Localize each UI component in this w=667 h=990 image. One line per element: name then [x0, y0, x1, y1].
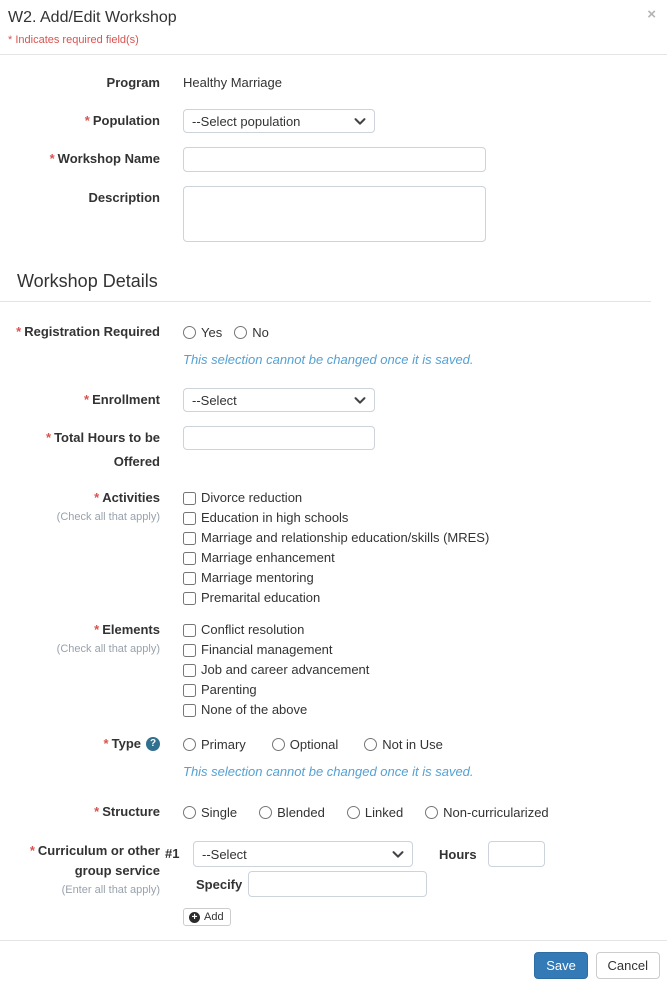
activity-education-high-schools-checkbox[interactable]	[183, 512, 196, 525]
specify-label: Specify	[196, 876, 243, 892]
structure-non-curricularized-option[interactable]: Non-curricularized	[425, 805, 548, 820]
structure-linked-radio[interactable]	[347, 806, 360, 819]
population-select[interactable]	[183, 109, 375, 133]
activity-divorce-reduction-option[interactable]: Divorce reduction	[183, 488, 489, 508]
activity-premarital-education-option[interactable]: Premarital education	[183, 588, 489, 608]
dialog-header	[0, 0, 667, 55]
activity-marriage-mentoring-option[interactable]: Marriage mentoring	[183, 568, 489, 588]
field-row-activities	[0, 488, 651, 608]
required-asterisk: *	[16, 324, 22, 339]
required-asterisk: *	[29, 843, 35, 858]
element-job-career-advancement-checkbox[interactable]	[183, 664, 196, 677]
element-job-career-advancement-option[interactable]: Job and career advancement	[183, 660, 369, 680]
activities-label: * Activities (Check all that apply)	[0, 488, 160, 524]
cancel-button[interactable]: Cancel	[596, 952, 660, 979]
curriculum-row-number: #1	[165, 846, 180, 861]
field-row-description	[0, 186, 651, 245]
total-hours-input[interactable]	[183, 426, 375, 450]
structure-single-option[interactable]: Single	[183, 805, 237, 820]
help-icon[interactable]: ?	[146, 737, 160, 751]
registration-yes-radio[interactable]	[183, 326, 196, 339]
activity-premarital-education-checkbox[interactable]	[183, 592, 196, 605]
registration-no-radio[interactable]	[234, 326, 247, 339]
activity-marriage-mentoring-checkbox[interactable]	[183, 572, 196, 585]
element-financial-management-option[interactable]: Financial management	[183, 640, 369, 660]
element-parenting-option[interactable]: Parenting	[183, 680, 369, 700]
dialog-body	[0, 55, 667, 940]
close-icon[interactable]: ×	[647, 6, 656, 23]
element-conflict-resolution-option[interactable]: Conflict resolution	[183, 620, 369, 640]
activities-hint: (Check all that apply)	[56, 511, 160, 523]
workshop-details-section-title: Workshop Details	[0, 265, 651, 302]
dialog-footer	[0, 940, 667, 990]
element-financial-management-checkbox[interactable]	[183, 644, 196, 657]
structure-non-curricularized-radio[interactable]	[425, 806, 438, 819]
required-asterisk: *	[94, 490, 100, 505]
structure-blended-radio[interactable]	[259, 806, 272, 819]
total-hours-label: * Total Hours to be Offered	[46, 430, 160, 469]
required-asterisk: *	[94, 622, 100, 637]
field-row-enrollment	[0, 388, 651, 412]
workshop-name-input[interactable]	[183, 147, 486, 172]
field-row-total-hours	[0, 426, 651, 474]
structure-label: * Structure	[94, 804, 160, 819]
field-row-workshop-name	[0, 147, 651, 172]
required-asterisk: *	[94, 804, 100, 819]
structure-blended-option[interactable]: Blended	[259, 805, 325, 820]
structure-single-radio[interactable]	[183, 806, 196, 819]
required-fields-note: * Indicates required field(s)	[8, 34, 139, 46]
description-label: Description	[88, 190, 160, 205]
curriculum-select[interactable]	[193, 841, 413, 867]
field-row-curriculum	[0, 841, 651, 926]
type-label: * Type ?	[0, 732, 160, 756]
registration-required-label: * Registration Required	[16, 324, 160, 339]
field-row-program	[0, 71, 651, 95]
type-primary-radio[interactable]	[183, 738, 196, 751]
page-title: W2. Add/Edit Workshop	[8, 9, 177, 26]
registration-note: This selection cannot be changed once it is saved.	[183, 352, 474, 367]
plus-circle-icon: +	[189, 912, 200, 923]
structure-linked-option[interactable]: Linked	[347, 805, 403, 820]
field-row-type	[0, 732, 651, 780]
curriculum-hint: (Enter all that apply)	[61, 884, 160, 896]
required-asterisk: *	[84, 392, 90, 407]
program-label: Program	[106, 75, 160, 90]
specify-input	[248, 871, 427, 897]
type-optional-radio[interactable]	[272, 738, 285, 751]
required-asterisk: *	[103, 736, 109, 751]
element-parenting-checkbox[interactable]	[183, 684, 196, 697]
curriculum-hours-input[interactable]	[488, 841, 545, 867]
activity-mres-checkbox[interactable]	[183, 532, 196, 545]
elements-hint: (Check all that apply)	[56, 643, 160, 655]
required-asterisk: *	[49, 151, 55, 166]
required-asterisk: *	[84, 113, 90, 128]
activity-marriage-enhancement-option[interactable]: Marriage enhancement	[183, 548, 489, 568]
save-button[interactable]: Save	[534, 952, 588, 979]
curriculum-label: * Curriculum or other group service (Enter all that apply)	[0, 841, 160, 897]
enrollment-select[interactable]	[183, 388, 375, 412]
registration-no-option[interactable]: No	[234, 325, 269, 340]
type-note: This selection cannot be changed once it is saved.	[183, 764, 474, 779]
field-row-population	[0, 109, 651, 133]
type-primary-option[interactable]: Primary	[183, 737, 246, 752]
activity-mres-option[interactable]: Marriage and relationship education/skills (MRES)	[183, 528, 489, 548]
program-value: Healthy Marriage	[183, 75, 282, 90]
element-conflict-resolution-checkbox[interactable]	[183, 624, 196, 637]
elements-label: * Elements (Check all that apply)	[0, 620, 160, 656]
element-none-of-the-above-checkbox[interactable]	[183, 704, 196, 717]
add-curriculum-button[interactable]	[183, 908, 231, 926]
field-row-elements	[0, 620, 651, 720]
field-row-structure	[0, 800, 651, 824]
required-asterisk: *	[46, 430, 52, 445]
type-optional-option[interactable]: Optional	[272, 737, 338, 752]
hours-label: Hours	[439, 846, 477, 862]
type-not-in-use-radio[interactable]	[364, 738, 377, 751]
add-button-label: Add	[204, 911, 224, 923]
type-not-in-use-option[interactable]: Not in Use	[364, 737, 443, 752]
activity-education-high-schools-option[interactable]: Education in high schools	[183, 508, 489, 528]
registration-yes-option[interactable]: Yes	[183, 325, 222, 340]
activity-marriage-enhancement-checkbox[interactable]	[183, 552, 196, 565]
element-none-of-the-above-option[interactable]: None of the above	[183, 700, 369, 720]
workshop-name-label: * Workshop Name	[49, 151, 160, 166]
field-row-registration-required	[0, 320, 651, 368]
enrollment-label: * Enrollment	[84, 392, 160, 407]
description-textarea[interactable]	[183, 186, 486, 242]
activity-divorce-reduction-checkbox[interactable]	[183, 492, 196, 505]
population-label: * Population	[84, 113, 160, 128]
